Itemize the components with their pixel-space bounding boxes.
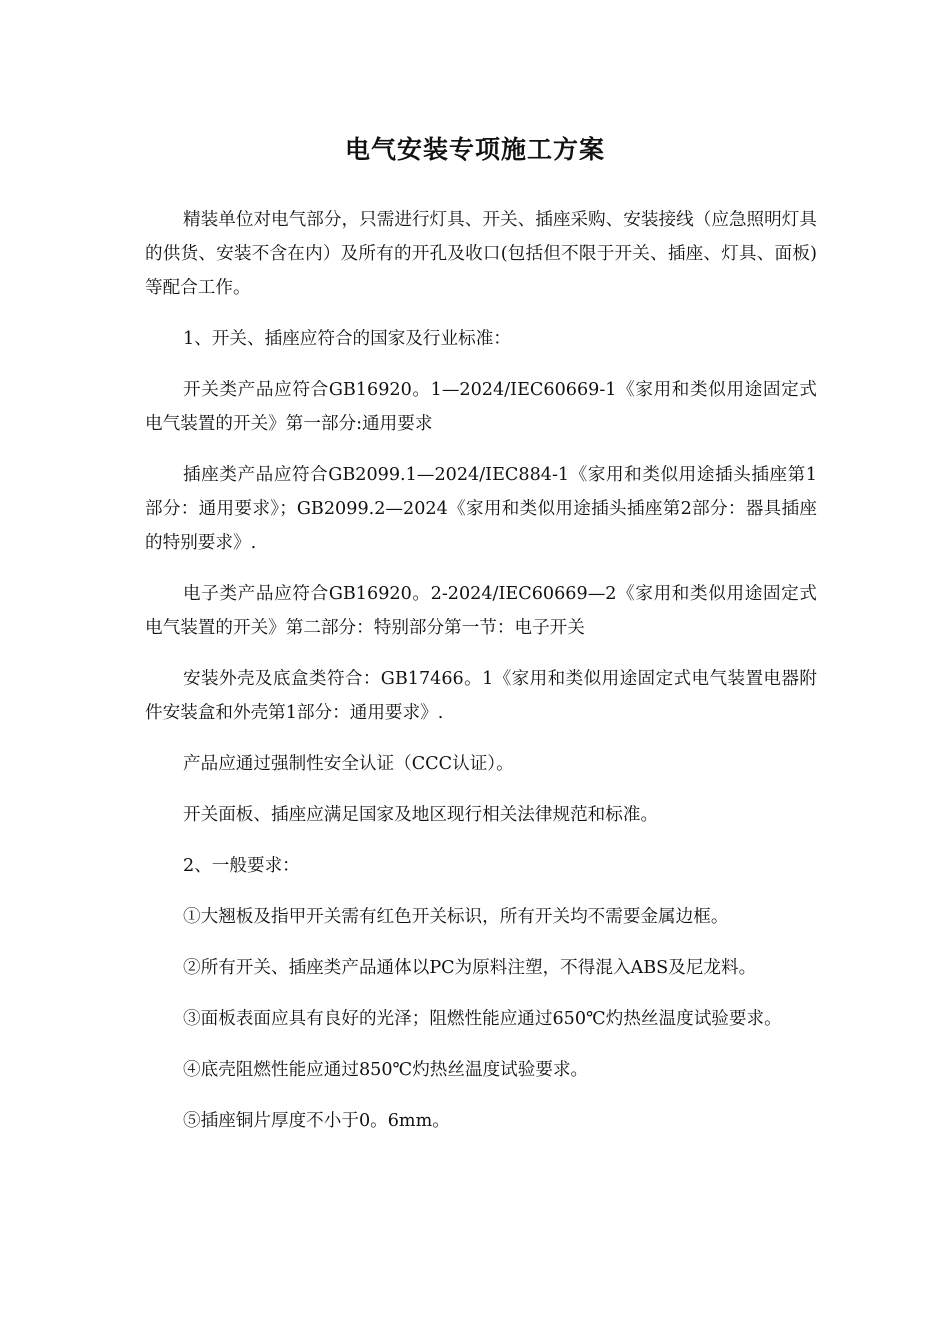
paragraph-switch-standard: 开关类产品应符合GB16920。1—2024/IEC60669-1《家用和类似用途固定式电气装置的开关》第一部分:通用要求 xyxy=(145,380,817,434)
paragraph-regulations: 开关面板、插座应满足国家及地区现行相关法律规范和标准。 xyxy=(183,805,659,825)
requirement-item-3: ③面板表面应具有良好的光泽；阻燃性能应通过650℃灼热丝温度试验要求。 xyxy=(183,1009,782,1029)
section-heading-standards: 1、开关、插座应符合的国家及行业标准： xyxy=(183,329,511,349)
document-title: 电气安装专项施工方案 xyxy=(344,135,605,164)
requirement-item-4: ④底壳阻燃性能应通过850℃灼热丝温度试验要求。 xyxy=(183,1060,589,1080)
paragraph-intro: 精装单位对电气部分，只需进行灯具、开关、插座采购、安装接线（应急照明灯具的供货、安装不含在内）及所有的开孔及收口(包括但不限于开关、插座、灯具、面板)等配合工作。 xyxy=(145,210,817,298)
paragraph-electronic-standard: 电子类产品应符合GB16920。2-2024/IEC60669—2《家用和类似用途固定式电气装置的开关》第二部分：特别部分第一节：电子开关 xyxy=(145,584,817,638)
paragraph-ccc-certification: 产品应通过强制性安全认证（CCC认证）。 xyxy=(183,754,514,774)
document-body xyxy=(145,203,817,1155)
requirement-item-2: ②所有开关、插座类产品通体以PC为原料注塑，不得混入ABS及尼龙料。 xyxy=(183,958,757,978)
requirement-item-1: ①大翘板及指甲开关需有红色开关标识，所有开关均不需要金属边框。 xyxy=(183,907,729,927)
requirement-item-5: ⑤插座铜片厚度不小于0。6mm。 xyxy=(183,1111,450,1131)
section-heading-general-requirements: 2、一般要求： xyxy=(183,856,300,876)
paragraph-enclosure-standard: 安装外壳及底盒类符合：GB17466。1《家用和类似用途固定式电气装置电器附件安装盒和外壳第1部分：通用要求》. xyxy=(145,669,817,723)
paragraph-socket-standard: 插座类产品应符合GB2099.1—2024/IEC884-1《家用和类似用途插头插座第1部分：通用要求》；GB2099.2—2024《家用和类似用途插头插座第2部分：器具插座的特别要求》. xyxy=(145,465,817,553)
